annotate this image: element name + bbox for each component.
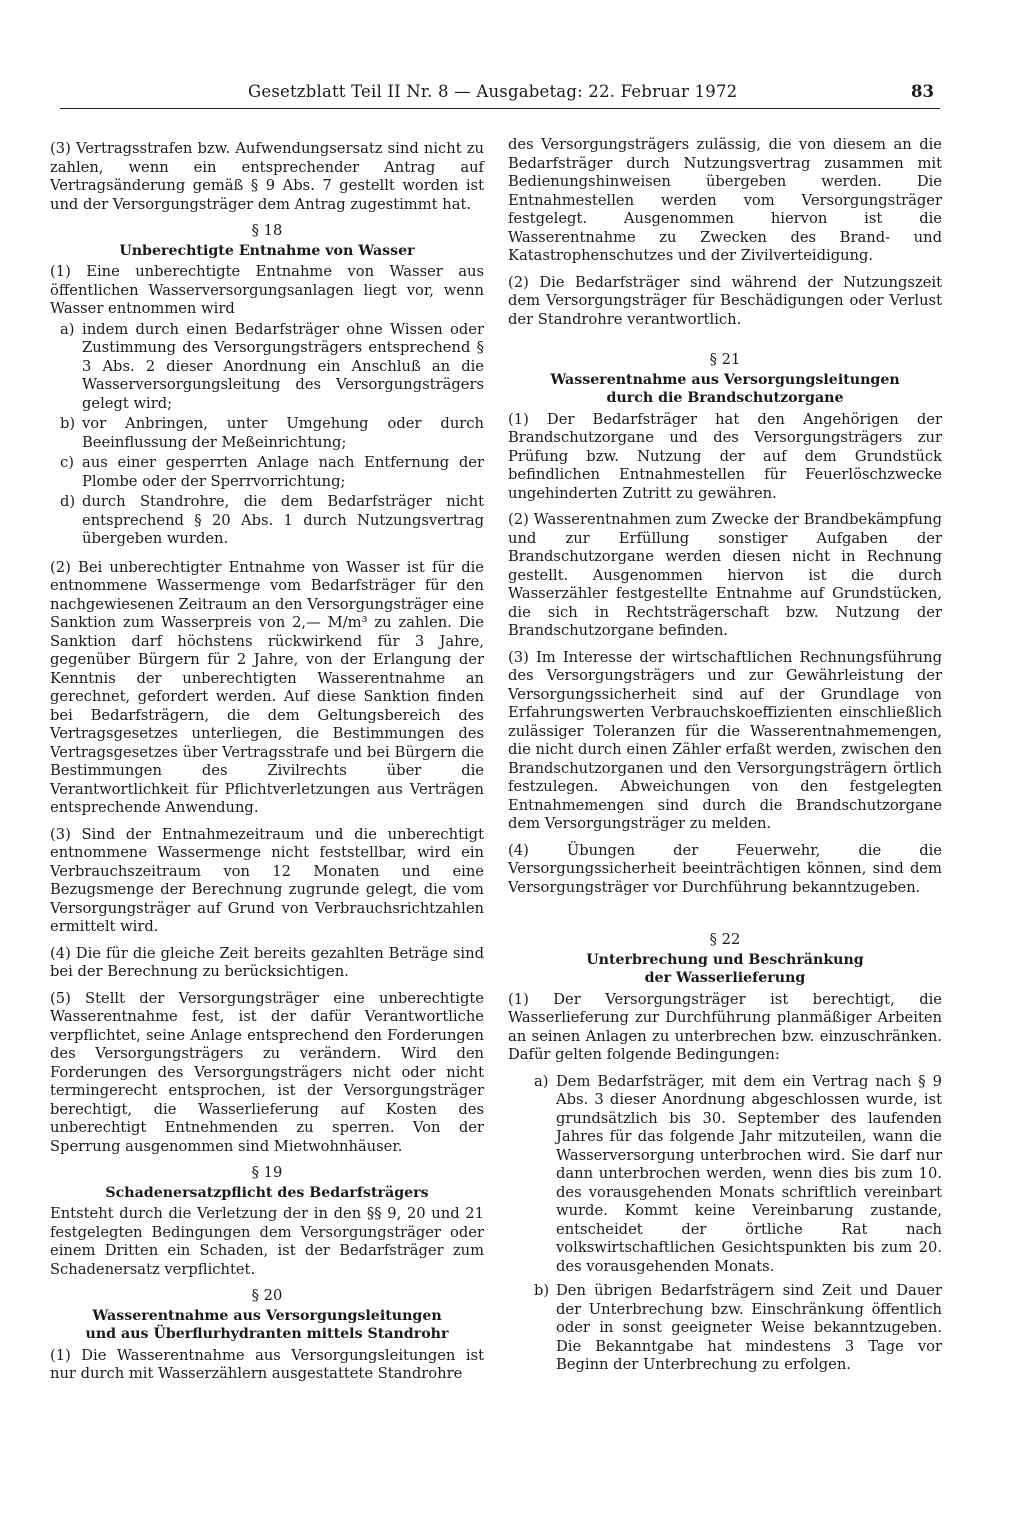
paragraph: (3) Im Interesse der wirtschaftlichen Rechnungsführung des Versorgungsträgers und zur Gewährleistung der Versorgungssicherheit sind auf der Grundlage von Erfahrungswerten Verbrauchskoeffizienten einschließlich zulässiger Toleranzen für die Wasserentnahmemengen, die nicht durch einen Zähler erfaßt werden, zwischen den Brandschutzorganen und den Versorgungsträgern örtlich festzulegen. Abweichungen von den festgelegten Entnahmemengen sind durch die Brandschutzorgane dem Versorgungsträger zu melden. — [508, 648, 942, 832]
section-number-18: § 18 — [251, 222, 283, 239]
paragraph: (1) Die Wasserentnahme aus Versorgungsleitungen ist nur durch mit Wasserzählern ausgestattete Standrohre — [50, 1346, 484, 1382]
page-header — [60, 80, 940, 109]
paragraph: (1) Der Bedarfsträger hat den Angehörigen der Brandschutzorgane und des Versorgungsträgers zur Prüfung bzw. Nutzung der auf dem Grundstück befindlichen Entnahmestellen für Feuerlöschzwecke ungehinderten Zutritt zu gewähren. — [508, 410, 942, 502]
paragraph: (1) Der Versorgungsträger ist berechtigt, die Wasserlieferung zur Durchführung planmäßiger Arbeiten an seinen Anlagen zu unterbrechen bzw. einzuschränken. Dafür gelten folgende Bedingungen: — [508, 990, 942, 1063]
paragraph: des Versorgungsträgers zulässig, die von diesem an die Bedarfsträger durch Nutzungsvertrag zusammen mit Bedienungshinweisen übergeben werden. Die Entnahmestellen werden vom Versorgungsträger festgelegt. Ausgenommen hiervon ist die Wasserentnahme zu Zwecken des Brand- und Katastrophenschutzes und der Zivilverteidigung. — [508, 136, 942, 264]
section-number-20: § 20 — [251, 1287, 283, 1304]
section-number-19: § 19 — [251, 1164, 283, 1181]
paragraph: (1) Eine unberechtigte Entnahme von Wasser aus öffentlichen Wasserversorgungsanlagen liegt vor, wenn Wasser entnommen wird — [50, 263, 484, 317]
list-item — [508, 1282, 942, 1375]
paragraph: (2) Bei unberechtigter Entnahme von Wasser ist für die entnommene Wassermenge vom Bedarfsträger für den nachgewiesenen Zeitraum an den Versorgungsträger eine Sanktion zum Wasserpreis von 2,— M/m³ zu zahlen. Die Sanktion darf höchstens rückwirkend für 3 Jahre, gegenüber Bürgern für 2 Jahre, von der Erlangung der Kenntnis der unberechtigten Wasserentnahme an gerechnet, gefordert werden. Auf diese Sanktion finden bei Bedarfsträgern, die dem Geltungsbereich des Vertragsgesetzes unterliegen, die Bestimmungen des Vertragsgesetzes über Vertragsstrafe und bei Bürgern die Bestimmungen des Zivilrechts über die Verantwortlichkeit für Pflichtverletzungen aus Verträgen entsprechende Anwendung. — [50, 558, 484, 816]
paragraph: (3) Vertragsstrafen bzw. Aufwendungsersatz sind nicht zu zahlen, wenn ein entsprechender Antrag auf Vertragsänderung gemäß § 9 Abs. 7 gestellt worden ist und der Versorgungsträger dem Antrag zugestimmt hat. — [50, 140, 484, 213]
list-item — [50, 493, 484, 549]
list-item-label: d) — [60, 493, 76, 510]
list-item-text: Dem Bedarfsträger, mit dem ein Vertrag nach § 9 Abs. 3 dieser Anordnung abgeschlossen wurde, ist grundsätzlich bis 30. September des laufenden Jahres für das folgende Jahr mitzuteilen, wann die Wasserversorgung unterbrochen wird. Sie darf nur dann unterbrochen werden, wenn dies bis zum 10. des vorausgehenden Monats schriftlich vereinbart wurde. Kommt keine Vereinbarung zustande, entscheidet der örtliche Rat nach volkswirtschaftlichen Gesichtspunkten bis zum 20. des vorausgehenden Monats. — [556, 1072, 942, 1275]
list-item — [50, 321, 484, 414]
section-title-21-line2: durch die Brandschutzorgane — [606, 390, 844, 406]
section-title-21-line1: Wasserentnahme aus Versorgungsleitungen — [550, 371, 900, 388]
list-item-label: b) — [534, 1282, 550, 1299]
list-item-text: Den übrigen Bedarfsträgern sind Zeit und Dauer der Unterbrechung bzw. Einschränkung öffentlich oder in sonst geeigneter Weise bekanntzugeben. Die Bekanntgabe hat mindestens 3 Tage vor Beginn der Unterbrechung zu erfolgen. — [556, 1282, 942, 1373]
right-column — [508, 136, 942, 1377]
list-item-text: indem durch einen Bedarfsträger ohne Wissen oder Zustimmung des Versorgungsträgers entsprechend § 3 Abs. 2 dieser Anordnung ein Anschluß an die Wasserversorgungsleitung des Versorgungsträgers gelegt wird; — [82, 320, 484, 412]
section-title-19: Schadenersatzpflicht des Bedarfsträgers — [105, 1184, 429, 1201]
section-title-20-line1: Wasserentnahme aus Versorgungsleitungen — [92, 1307, 442, 1324]
section-title-22-line2: der Wasserlieferung — [644, 970, 806, 986]
paragraph: (4) Übungen der Feuerwehr, die die Versorgungssicherheit beeinträchtigen können, sind dem Versorgungsträger vor Durchführung bekanntzugeben. — [508, 841, 942, 896]
list-item — [50, 415, 484, 452]
page-number: 83 — [911, 82, 934, 101]
section-title-18: Unberechtigte Entnahme von Wasser — [119, 242, 415, 259]
section-title-22-line1: Unterbrechung und Beschränkung — [586, 951, 864, 968]
section-title-20-line2: und aus Überflurhydranten mittels Standrohr — [85, 1326, 449, 1342]
paragraph: Entsteht durch die Verletzung der in den §§ 9, 20 und 21 festgelegten Bedingungen dem Versorgungsträger oder einem Dritten ein Schaden, ist der Bedarfsträger zum Schadenersatz verpflichtet. — [50, 1205, 484, 1278]
gazette-title: Gesetzblatt Teil II Nr. 8 — Ausgabetag: 22. Februar 1972 — [248, 82, 738, 101]
list-item-text: durch Standrohre, die dem Bedarfsträger nicht entsprechend § 20 Abs. 1 durch Nutzungsvertrag übergeben wurden. — [82, 493, 484, 547]
section-number-22: § 22 — [709, 931, 741, 948]
list-item — [50, 454, 484, 491]
list-item-label: c) — [60, 454, 74, 471]
list-item-label: b) — [60, 415, 76, 432]
paragraph: (4) Die für die gleiche Zeit bereits gezahlten Beträge sind bei der Berechnung zu berücksichtigen. — [50, 944, 484, 980]
left-column — [50, 140, 484, 1392]
section-number-21: § 21 — [709, 351, 741, 368]
list-item-label: a) — [60, 320, 75, 338]
list-item-label: a) — [534, 1072, 549, 1090]
list-item-text: vor Anbringen, unter Umgehung oder durch Beeinflussung der Meßeinrichtung; — [82, 415, 484, 451]
list-item — [508, 1073, 942, 1277]
list-item-text: aus einer gesperrten Anlage nach Entfernung der Plombe oder der Sperrvorrichtung; — [82, 454, 484, 490]
paragraph: (2) Wasserentnahmen zum Zwecke der Brandbekämpfung und zur Erfüllung sonstiger Aufgaben der Brandschutzorgane werden diesen nicht in Rechnung gestellt. Ausgenommen hiervon ist die durch Wasserzähler festgestellte Entnahme auf Grundstücken, die sich in Rechtsträgerschaft bzw. Nutzung der Brandschutzorgane befinden. — [508, 511, 942, 639]
paragraph: (2) Die Bedarfsträger sind während der Nutzungszeit dem Versorgungsträger für Beschädigungen oder Verlust der Standrohre verantwortlich. — [508, 273, 942, 328]
paragraph: (3) Sind der Entnahmezeitraum und die unberechtigt entnommene Wassermenge nicht feststellbar, wird ein Verbrauchszeitraum von 12 Monaten und eine Bezugsmenge der Berechnung zugrunde gelegt, die vom Versorgungsträger auf Grund von Verbrauchsrichtzahlen ermittelt wird. — [50, 825, 484, 935]
paragraph: (5) Stellt der Versorgungsträger eine unberechtigte Wasserentnahme fest, ist der dafür Verantwortliche verpflichtet, seine Anlage entsprechend den Forderungen des Versorgungsträgers zu verändern. Wird den Forderungen des Versorgungsträgers nicht oder nicht termingerecht entsprochen, ist der Versorgungsträger berechtigt, die Wasserlieferung auf Kosten des unberechtigt Entnehmenden zu sperren. Von der Sperrung ausgenommen sind Mietwohnhäuser. — [50, 989, 484, 1155]
